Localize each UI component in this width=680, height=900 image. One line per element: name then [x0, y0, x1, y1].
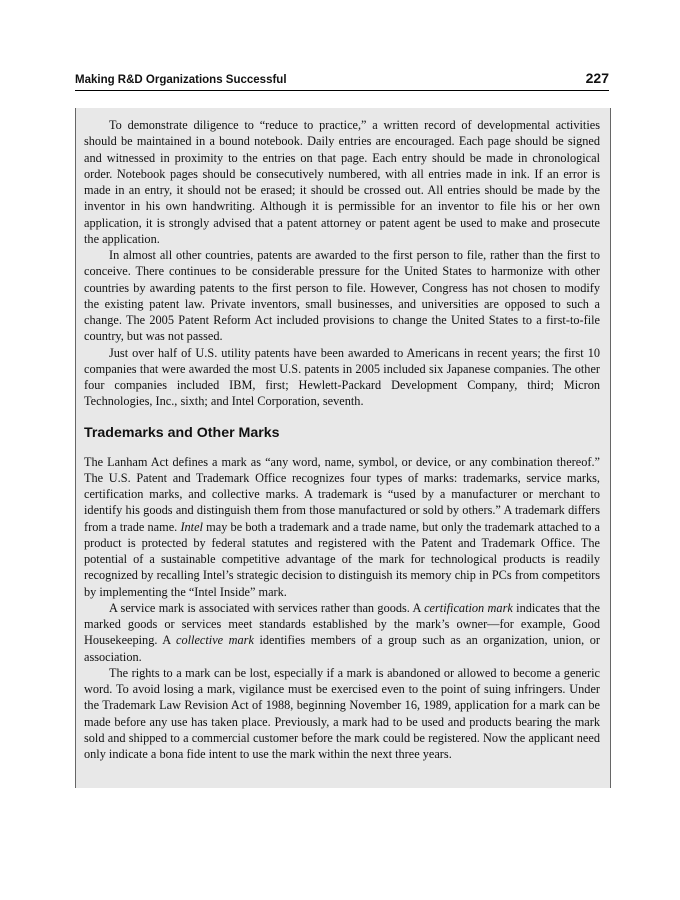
paragraph [84, 454, 600, 600]
text-run: A service mark is associated with services rather than goods. A [109, 600, 425, 615]
paragraph [84, 600, 600, 665]
paragraph: The rights to a mark can be lost, especially if a mark is abandoned or allowed to become a generic word. To avoid losing a mark, vigilance must be exercised even to the point of suing infringers. Under the Trademark Law Revision Act of 1988, beginning November 16, 1989, application for a mark can be made before any use has taken place. Previously, a mark had to be used and products bearing the mark sold and shipped to a commercial customer before the mark could be registered. Now the applicant need only indicate a bona fide intent to use the mark within the next three years. [84, 665, 600, 761]
text-run: may be both a trademark and a trade name, but only the trademark attached to a product is protected by federal statutes and registered with the Patent and Trademark Office. The potential of a sustainable competitive advantage of the mark for technological products is readily recognized by recalling Intel’s strategic decision to distinguish its memory chip in PCs from competitors by implementing the “Intel Inside” mark. [84, 519, 601, 599]
paragraph: In almost all other countries, patents are awarded to the first person to file, rather than the first to conceive. There continues to be considerable pressure for the United States to harmonize with other countries by awarding patents to the first person to file. However, Congress has not chosen to modify the existing patent law. Private inventors, small businesses, and universities are opposed to such a change. The 2005 Patent Reform Act included provisions to change the United States to a first-to-file country, but was not passed. [84, 248, 600, 344]
section-heading: Trademarks and Other Marks [84, 424, 280, 441]
running-header [75, 70, 609, 91]
text-run: indicates that the marked goods or services meet standards established by the mark’s owner—for example, Good Housekeeping. A [84, 600, 601, 648]
body-text [84, 117, 600, 762]
italic-term: certification mark [424, 600, 513, 615]
paragraph: Just over half of U.S. utility patents have been awarded to Americans in recent years; the first 10 companies that were awarded the most U.S. patents in 2005 included six Japanese companies. The other four companies included IBM, first; Hewlett-Packard Development Company, third; Micron Technologies, Inc., sixth; and Intel Corporation, seventh. [84, 345, 600, 409]
italic-term: Intel [180, 519, 203, 534]
text-run: The Lanham Act defines a mark as “any word, name, symbol, or device, or any combination thereof.” The U.S. Patent and Trademark Office recognizes four types of marks: trademarks, service marks, certification marks, and collective marks. A trademark is “used by a manufacturer or merchant to identify his goods and distinguish them from those manufactured or sold by others.” A trademark differs from a trade name. [84, 454, 600, 534]
paragraph: To demonstrate diligence to “reduce to practice,” a written record of developmental activities should be maintained in a bound notebook. Daily entries are encouraged. Each page should be signed and witnessed in proximity to the entries on that page. Each entry should be made in chronological order. Notebook pages should be consecutively numbered, with all entries made in ink. If an error is made in an entry, it should not be erased; it should be crossed out. All entries should be made by the inventor in his own handwriting. Although it is permissible for an inventor to file his or her own application, it is strongly advised that a patent attorney or patent agent be used to make and prosecute the application. [84, 118, 600, 246]
page-number: 227 [585, 70, 609, 86]
running-title: Making R&D Organizations Successful [75, 74, 287, 86]
text-run: identifies members of a group such as an organization, union, or association. [84, 633, 601, 664]
italic-term: collective mark [176, 633, 254, 648]
